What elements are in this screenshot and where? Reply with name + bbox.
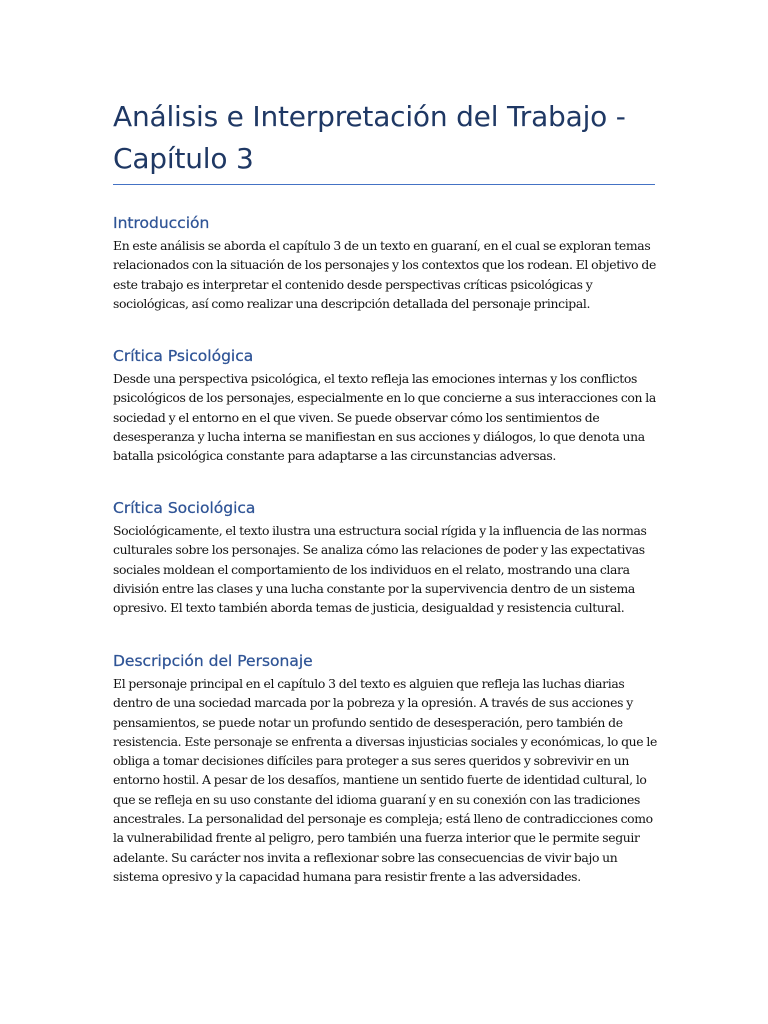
section-psychological-critique xyxy=(113,346,658,465)
section-sociological-critique xyxy=(113,498,658,617)
section-heading: Introducción xyxy=(113,214,210,232)
document-title: Análisis e Interpretación del Trabajo - Capítulo 3 xyxy=(113,100,626,175)
section-body: El personaje principal en el capítulo 3 del texto es alguien que refleja las luchas diarias dentro de una sociedad marcada por la pobreza y la opresión. A través de sus acciones y pensamientos, se puede notar un profundo sentido de desesperación, pero también de resistencia. Este personaje se enfrenta a diversas injusticias sociales y económicas, lo que le obliga a tomar decisiones difíciles para proteger a sus seres queridos y sobrevivir en un entorno hostil. A pesar de los desafíos, mantiene un sentido fuerte de identidad cultural, lo que se refleja en su uso constante del idioma guaraní y en su conexión con las tradiciones ancestrales. La personalidad del personaje es compleja; está lleno de contradicciones como la vulnerabilidad frente al peligro, pero también una fuerza interior que le permite seguir adelante. Su carácter nos invita a reflexionar sobre las consecuencias de vivir bajo un sistema opresivo y la capacidad humana para resistir frente a las adversidades. xyxy=(113,676,657,884)
title-divider xyxy=(113,184,655,185)
section-heading: Descripción del Personaje xyxy=(113,652,313,670)
section-body: Desde una perspectiva psicológica, el texto refleja las emociones internas y los conflictos psicológicos de los personajes, especialmente en lo que concierne a sus interacciones con la sociedad y el entorno en el que viven. Se puede observar cómo los sentimientos de desesperanza y lucha interna se manifiestan en sus acciones y diálogos, lo que denota una batalla psicológica constante para adaptarse a las circunstancias adversas. xyxy=(113,371,656,464)
section-heading: Crítica Psicológica xyxy=(113,347,254,365)
section-body: En este análisis se aborda el capítulo 3 de un texto en guaraní, en el cual se exploran temas relacionados con la situación de los personajes y los contextos que los rodean. El objetivo de este trabajo es interpretar el contenido desde perspectivas críticas psicológicas y sociológicas, así como realizar una descripción detallada del personaje principal. xyxy=(113,238,656,311)
section-character-description xyxy=(113,651,658,886)
document-page xyxy=(113,0,657,884)
section-introduction xyxy=(113,213,658,313)
section-body: Sociológicamente, el texto ilustra una estructura social rígida y la influencia de las normas culturales sobre los personajes. Se analiza cómo las relaciones de poder y las expectativas sociales moldean el comportamiento de los individuos en el relato, mostrando una clara división entre las clases y una lucha constante por la supervivencia dentro de un sistema opresivo. El texto también aborda temas de justicia, desigualdad y resistencia cultural. xyxy=(113,523,647,616)
section-heading: Crítica Sociológica xyxy=(113,499,256,517)
